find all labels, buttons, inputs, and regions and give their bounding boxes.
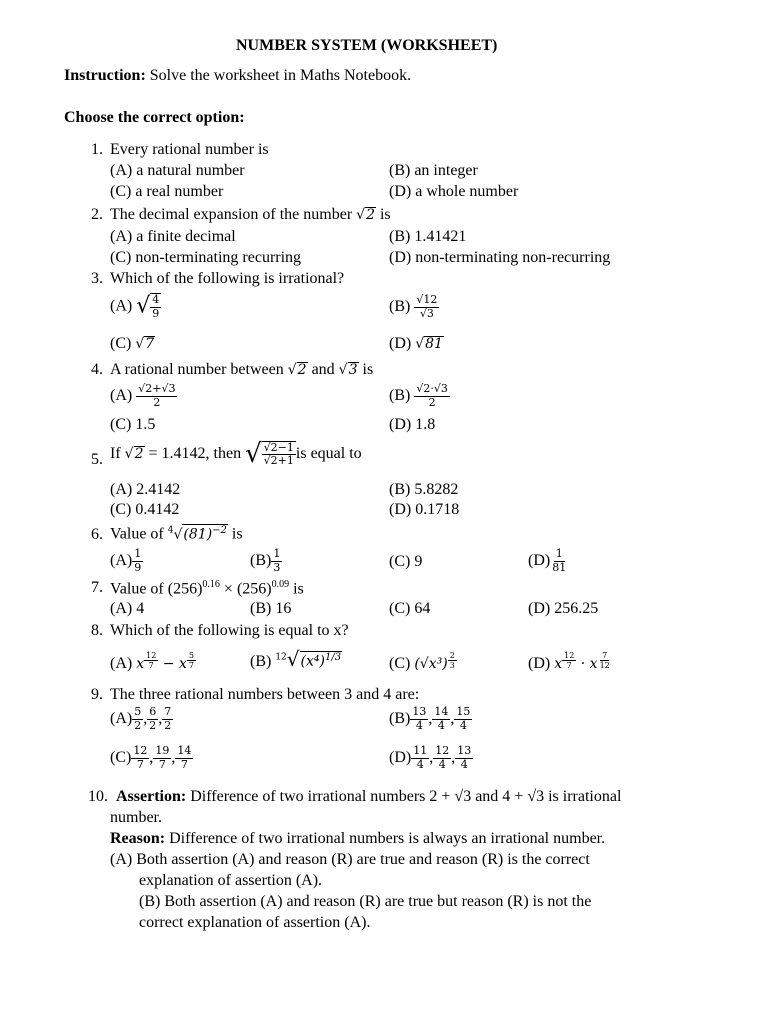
question-number: 1. [91, 141, 103, 158]
reason-label: Reason: [110, 830, 166, 847]
option-b: (B) an integer [389, 162, 478, 179]
option-c: (C) 64 [389, 600, 431, 617]
option-a: (A) $\frac{5}{2}$ , $\frac{6}{2}$ , $\frac{7}{2}$ [110, 705, 172, 732]
question-text: A rational number between √2 and √3 is [110, 361, 374, 378]
question-text: Which of the following is irrational? [110, 270, 345, 287]
assertion-label: Assertion: [116, 788, 187, 805]
option-d: (D) 256.25 [528, 600, 599, 617]
option-c: (C) (√x³) $\frac{2}{3}$ [389, 651, 455, 672]
option-c: (C) $\frac{12}{7}$ , $\frac{19}{7}$ , $\frac{14}{7}$ [110, 744, 192, 771]
question-number: 7. [91, 579, 103, 596]
option-b: (B) 5.8282 [389, 481, 459, 498]
option-a: (A) √ $\frac{4}{9}$ [110, 293, 160, 320]
page-title: NUMBER SYSTEM (WORKSHEET) [236, 37, 498, 54]
question-text: The decimal expansion of the number √2 is [110, 206, 391, 223]
option-a: (A) x $\frac{12}{7}$ − x $\frac{5}{7}$ [110, 651, 194, 672]
question-number: 2. [91, 206, 103, 223]
reason-text: Difference of two irrational numbers is always an irrational number. [165, 830, 606, 847]
question-text: Every rational number is [110, 141, 269, 158]
option-a: (A) $\frac{√2+√3}{2}$ [110, 382, 176, 409]
question-number: 6. [91, 526, 103, 543]
option-d: (D) a whole number [389, 183, 519, 200]
instruction-line [64, 67, 411, 85]
option-b-cont: correct explanation of assertion (A). [139, 914, 371, 931]
question-number: 10. [88, 788, 108, 805]
option-b: (B) $\frac{√2\cdot√3}{2}$ [389, 382, 448, 409]
question-number: 4. [91, 361, 103, 378]
assertion-line [116, 788, 621, 806]
sqrt-expression: √2 [356, 207, 375, 223]
question-text: The three rational numbers between 3 and 4 are: [110, 686, 420, 703]
option-a: (A) a finite decimal [110, 228, 236, 245]
question-text: If √2 = 1.4142, then √ $\frac{√2-1}{√2+1}$ is equal to [110, 439, 362, 469]
option-b: (B) $\frac{√12}{√3}$ [389, 293, 438, 320]
option-d: (D) $\frac{1}{81}$ [528, 547, 567, 574]
reason-line [110, 830, 605, 848]
option-c: (C) 1.5 [110, 416, 156, 433]
option-b: (B) Both assertion (A) and reason (R) are true but reason (R) is not the [139, 893, 592, 910]
question-text: Which of the following is equal to x? [110, 622, 349, 639]
option-a: (A) $\frac{1}{9}$ [110, 547, 142, 574]
option-c: (C) 9 [389, 553, 423, 570]
option-c: (C) 0.4142 [110, 501, 180, 518]
question-number: 5. [91, 451, 103, 468]
section-heading: Choose the correct option: [64, 109, 245, 126]
question-number: 8. [91, 622, 103, 639]
option-d: (D) x $\frac{12}{7}$ · x $\frac{7}{12}$ [528, 651, 610, 672]
option-b: (B) 1.41421 [389, 228, 467, 245]
option-c: (C) √7 [110, 335, 155, 352]
option-b: (B) $^{12}√(x^4)^{1/3}$ [250, 647, 342, 671]
option-d: (D) non-terminating non-recurring [389, 249, 611, 266]
option-d: (D) 0.1718 [389, 501, 460, 518]
question-number: 3. [91, 270, 103, 287]
option-b: (B) $\frac{1}{3}$ [250, 547, 281, 574]
option-a-cont: explanation of assertion (A). [139, 872, 323, 889]
assertion-text-cont: number. [110, 809, 162, 826]
option-a: (A) 4 [110, 600, 145, 617]
instruction-label: Instruction: [64, 67, 146, 84]
option-d: (D) $\frac{11}{4}$ , $\frac{12}{4}$ , $\frac{13}{4}$ [389, 744, 472, 771]
option-a: (A) Both assertion (A) and reason (R) are true and reason (R) is the correct [110, 851, 590, 868]
assertion-text: Difference of two irrational numbers 2 + √3 and 4 + √3 is irrational [186, 788, 622, 805]
question-text: Value of $^4√(81)^{-2}$ is [110, 525, 243, 543]
option-a: (A) 2.4142 [110, 481, 181, 498]
instruction-text: Solve the worksheet in Maths Notebook. [145, 67, 412, 84]
question-text: Value of $(256)^{0.16} \times (256)^{0.09}$ is [110, 579, 304, 598]
question-number: 9. [91, 686, 103, 703]
option-a: (A) a natural number [110, 162, 245, 179]
option-c: (C) non-terminating recurring [110, 249, 302, 266]
option-b: (B) $\frac{13}{4}$ , $\frac{14}{4}$ , $\frac{15}{4}$ [389, 705, 471, 732]
option-b: (B) 16 [250, 600, 292, 617]
option-d: (D) 1.8 [389, 416, 436, 433]
option-c: (C) a real number [110, 183, 224, 200]
option-d: (D) √81 [389, 335, 443, 352]
